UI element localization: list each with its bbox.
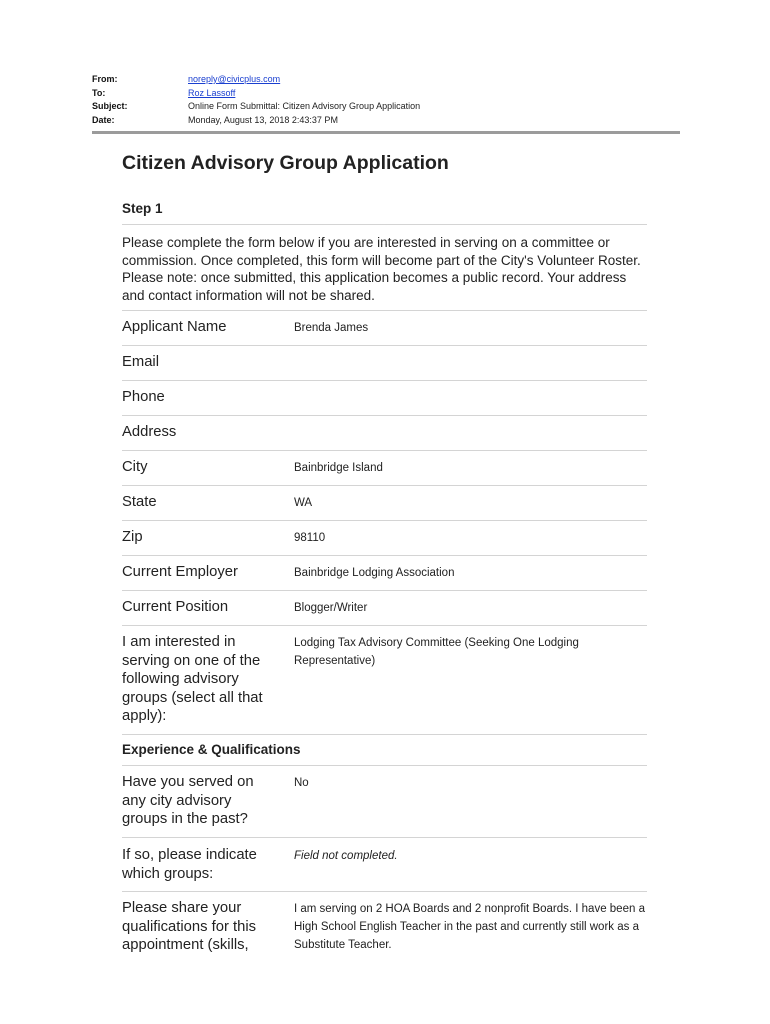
field-label: State [122, 494, 157, 510]
field-row-served-before [122, 766, 647, 837]
date-label: Date: [92, 114, 115, 125]
field-label: Please share your qualifications for this appointment (skills, [122, 900, 257, 953]
field-row-phone [122, 381, 647, 415]
field-row-current-employer [122, 556, 647, 590]
field-row-city [122, 451, 647, 485]
field-value [294, 388, 647, 415]
subject-label: Subject: [92, 101, 128, 111]
field-row-which-groups [122, 838, 647, 891]
to-label: To: [92, 87, 106, 98]
field-value: Lodging Tax Advisory Committee (Seeking One Lodging Representative) [294, 637, 579, 667]
field-label: Zip [122, 529, 143, 545]
field-value: 98110 [294, 532, 326, 544]
from-label: From: [92, 74, 118, 84]
field-value: Blogger/Writer [294, 602, 368, 614]
field-value: No [294, 777, 309, 789]
field-row-qualifications [122, 892, 647, 962]
from-row [92, 73, 420, 87]
field-label: If so, please indicate which groups: [122, 847, 257, 882]
to-recipient-link[interactable]: Roz Lassoff [188, 87, 236, 98]
date-value: Monday, August 13, 2018 2:43:37 PM [188, 114, 338, 125]
field-value: WA [294, 497, 313, 509]
field-row-address [122, 416, 647, 450]
field-label: Email [122, 354, 159, 370]
field-value: Brenda James [294, 322, 369, 334]
divider [122, 734, 647, 735]
step-heading: Step 1 [122, 201, 163, 216]
field-label: City [122, 459, 148, 475]
field-row-current-position [122, 591, 647, 625]
subject-value: Online Form Submittal: Citizen Advisory Group Application [188, 101, 421, 111]
field-value: Field not completed. [294, 850, 398, 862]
field-row-state [122, 486, 647, 520]
field-value [294, 353, 647, 380]
experience-heading: Experience & Qualifications [122, 742, 301, 757]
field-label: Phone [122, 389, 165, 405]
header-divider [92, 131, 680, 134]
email-header [92, 73, 420, 127]
intro-text: Please complete the form below if you are interested in serving on a committee or commission. Once completed, this form will become part of the City's Volunteer Roster. Please note: once submitted, this application becomes a public record. Your address and contact information will not be shared. [122, 235, 641, 303]
field-value: I am serving on 2 HOA Boards and 2 nonprofit Boards. I have been a High School English Teacher in the past and currently still work as a Substitute Teacher. [294, 903, 645, 951]
field-row-zip [122, 521, 647, 555]
field-value: Bainbridge Lodging Association [294, 567, 455, 579]
field-label: Have you served on any city advisory groups in the past? [122, 774, 254, 827]
field-value [294, 423, 647, 450]
date-row [92, 114, 420, 128]
field-row-applicant-name [122, 311, 647, 345]
form-title: Citizen Advisory Group Application [122, 152, 449, 174]
field-label: I am interested in serving on one of the following advisory groups (select all that apply): [122, 634, 263, 724]
field-label: Address [122, 424, 177, 440]
from-email-link[interactable]: noreply@civicplus.com [188, 74, 281, 84]
field-label: Current Position [122, 599, 229, 615]
field-value: Bainbridge Island [294, 462, 383, 474]
field-label: Current Employer [122, 564, 238, 580]
to-row [92, 87, 420, 101]
field-row-email [122, 346, 647, 380]
field-label: Applicant Name [122, 319, 227, 335]
form-body [122, 150, 647, 962]
field-row-advisory-groups [122, 626, 647, 734]
subject-row [92, 100, 420, 114]
